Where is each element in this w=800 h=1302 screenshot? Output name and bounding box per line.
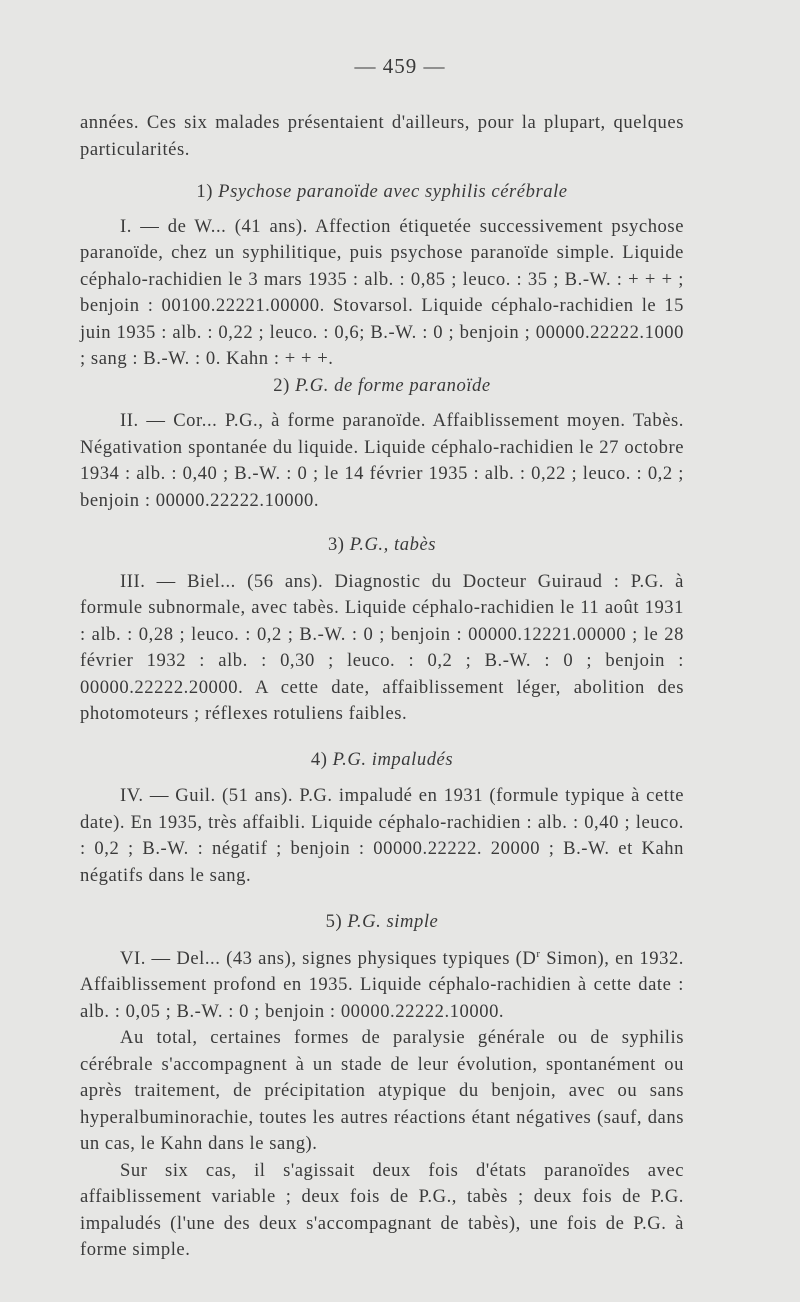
section-number: 2) bbox=[273, 374, 290, 396]
section-title: P.G., tabès bbox=[349, 534, 437, 555]
page-body bbox=[80, 110, 684, 1264]
intro-paragraph: années. Ces six malades présentaient d'ailleurs, pour la plupart, quelques particularités. bbox=[80, 112, 684, 160]
conclusion-paragraph-1: Au total, certaines formes de paralysie générale ou de syphilis cérébrale s'accompagnent à un stade de leur évolution, spontanément ou après traitement, de précipitation atypique du benjoin, avec ou sans hyperalbuminorachie, toutes les autres réactions étant négatives (sauf, dans un cas, le Kahn dans le sang). bbox=[80, 1027, 684, 1154]
case-paragraph-3: III. — Biel... (56 ans). Diagnostic du Docteur Guiraud : P.G. à formule subnormale, avec tabès. Liquide céphalo-rachidien le 11 août 1931 : alb. : 0,28 ; leuco. : 0,2 ; B.-W. : 0 ; benjoin : 00000.12221.00000 ; le 28 février 1932 : alb. : 0,30 ; leuco. : 0,2 ; B.-W. : 0 ; benjoin : 00000.22222.20000. A cette date, affaiblissement léger, abolition des photomoteurs ; réflexes rotuliens faibles. bbox=[80, 570, 684, 724]
section-title: P.G. simple bbox=[347, 911, 439, 932]
conclusion-paragraph-2: Sur six cas, il s'agissait deux fois d'états paranoïdes avec affaiblissement variable ; deux fois de P.G., tabès ; deux fois de P.G. impaludés (l'une des deux s'accompagnant de tabès), une fois de P.G. à forme simple. bbox=[80, 1159, 684, 1260]
section-number: 5) bbox=[325, 911, 343, 932]
section-title: P.G. impaludés bbox=[332, 748, 454, 770]
section-heading-1 bbox=[80, 179, 684, 206]
section-title: Psychose paranoïde avec syphilis cérébrale bbox=[218, 181, 568, 202]
section-heading-4 bbox=[80, 747, 684, 774]
section-title: P.G. de forme paranoïde bbox=[295, 374, 491, 396]
page-number: — 459 — bbox=[354, 54, 446, 78]
section-number: 3) bbox=[327, 534, 345, 555]
case-paragraph-5 bbox=[80, 946, 684, 1026]
section-number: 4) bbox=[310, 748, 328, 770]
section-number: 1) bbox=[196, 181, 213, 202]
case-text-part: Simon), en 1932. Affaiblissement profond en 1935. Liquide céphalo-rachidien à cette date : alb. : 0,05 ; B.-W. : 0 ; benjoin : 00000.22222.10000. bbox=[80, 947, 684, 1022]
case-paragraph-4: IV. — Guil. (51 ans). P.G. impaludé en 1931 (formule typique à cette date). En 1935, très affaibli. Liquide céphalo-rachidien : alb. : 0,40 ; leuco. : 0,2 ; B.-W. : négatif ; benjoin : 00000.22222. 20000 ; B.-W. et Kahn négatifs dans le sang. bbox=[80, 785, 684, 886]
superscript: r bbox=[536, 947, 541, 960]
case-paragraph-1: I. — de W... (41 ans). Affection étiquetée successivement psychose paranoïde, chez un syphilitique, puis psychose paranoïde simple. Liquide céphalo-rachidien le 3 mars 1935 : alb. : 0,85 ; leuco. : 35 ; B.-W. : + + + ; benjoin : 00100.22221.00000. Stovarsol. Liquide céphalo-rachidien le 15 juin 1935 : alb. : 0,22 ; leuco. : 0,6; B.-W. : 0 ; benjoin ; 00000.22222.1000 ; sang : B.-W. : 0. Kahn : + + +. bbox=[80, 215, 684, 369]
section-heading-2 bbox=[80, 373, 684, 400]
section-heading-3 bbox=[80, 532, 684, 559]
case-text-part: VI. — Del... (43 ans), signes physiques typiques (D bbox=[120, 947, 537, 969]
case-paragraph-2: II. — Cor... P.G., à forme paranoïde. Affaiblissement moyen. Tabès. Négativation spontanée du liquide. Liquide céphalo-rachidien le 27 octobre 1934 : alb. : 0,40 ; B.-W. : 0 ; le 14 février 1935 : alb. : 0,22 ; leuco. : 0,2 ; benjoin : 00000.22222.10000. bbox=[80, 410, 684, 511]
section-heading-5 bbox=[80, 909, 684, 936]
